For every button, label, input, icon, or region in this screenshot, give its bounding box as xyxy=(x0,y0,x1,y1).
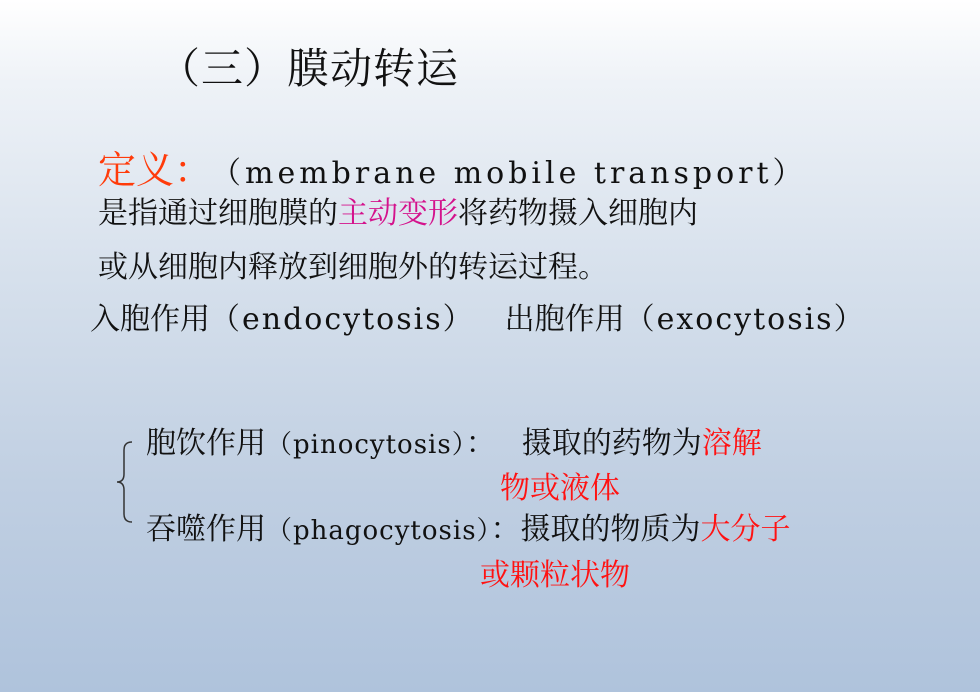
endocytosis-en: （endocytosis） xyxy=(210,302,475,337)
active-deformation-highlight: 主动变形 xyxy=(338,196,458,231)
definition-label: 定义： xyxy=(98,148,213,192)
pinocytosis-colon: ： xyxy=(465,426,496,461)
pinocytosis-highlight-2: 物或液体 xyxy=(500,471,620,506)
definition-text-part1: 是指通过细胞膜的 xyxy=(98,196,338,231)
left-brace-icon xyxy=(114,440,136,524)
definition-body-line-2: 或从细胞内释放到细胞外的转运过程。 xyxy=(98,250,608,285)
transport-types-line xyxy=(90,300,866,340)
exocytosis-cn: 出胞作用 xyxy=(504,302,625,337)
definition-line xyxy=(98,150,807,194)
phagocytosis-colon: ： xyxy=(490,512,521,547)
phagocytosis-highlight-1: 大分子 xyxy=(700,512,791,547)
phagocytosis-en: （phagocytosis） xyxy=(266,516,491,546)
phagocytosis-cn: 吞噬作用 xyxy=(146,512,266,547)
endocytosis-cn: 入胞作用 xyxy=(90,302,210,337)
exocytosis-en: （exocytosis） xyxy=(624,302,866,337)
pinocytosis-line xyxy=(146,424,762,465)
phagocytosis-desc: 摄取的物质为 xyxy=(520,512,701,547)
definition-text-part2: 将药物摄入细胞内 xyxy=(458,196,698,231)
pinocytosis-cn: 胞饮作用 xyxy=(146,426,266,461)
definition-english: （membrane mobile transport） xyxy=(226,156,807,191)
slide-title: （三）膜动转运 xyxy=(158,44,460,93)
phagocytosis-line xyxy=(146,510,791,551)
pinocytosis-highlight-1: 溶解 xyxy=(701,426,762,461)
phagocytosis-highlight-2: 或颗粒状物 xyxy=(480,558,630,593)
pinocytosis-desc: 摄取的药物为 xyxy=(521,426,702,461)
definition-body-line-1 xyxy=(98,194,698,234)
pinocytosis-en: （pinocytosis） xyxy=(266,430,466,460)
